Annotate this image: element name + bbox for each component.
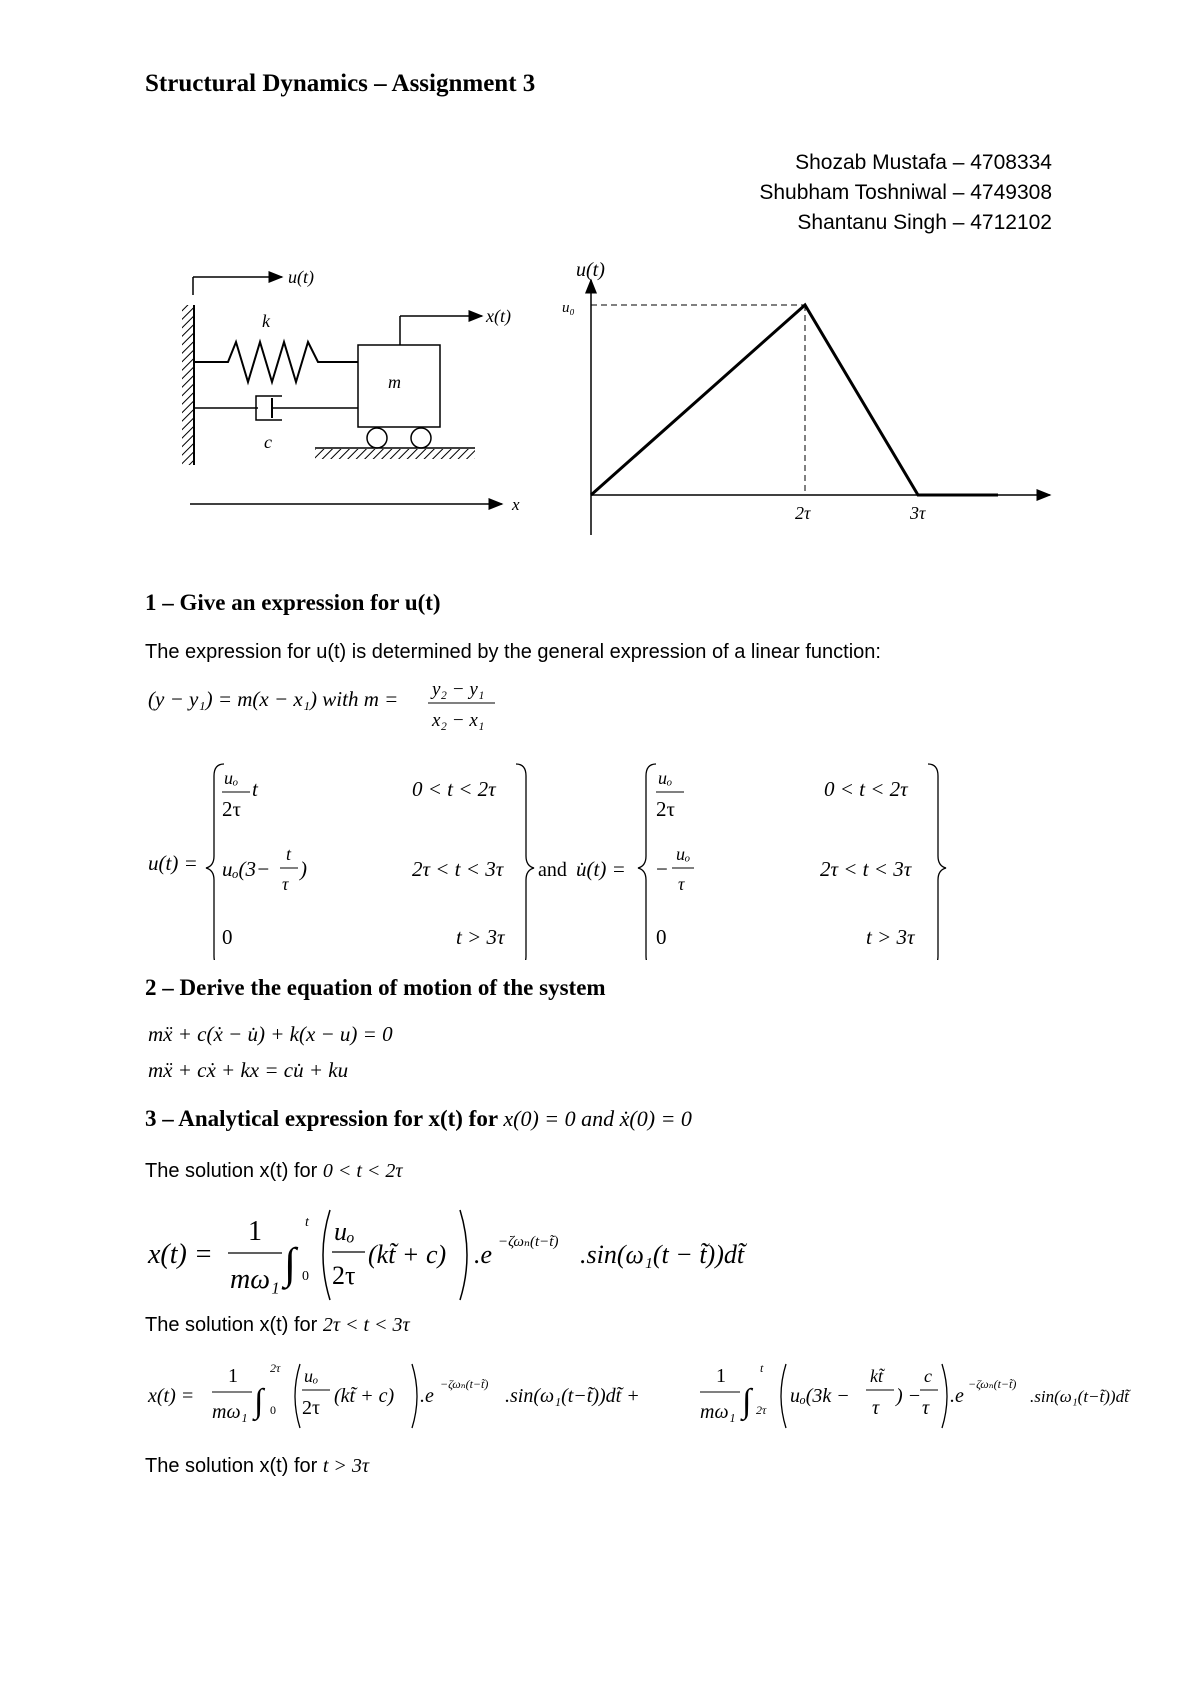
author-1: Shozab Mustafa – 4708334 (795, 151, 1052, 174)
solution-3-condition: t > 3τ (322, 1455, 370, 1477)
sol2-sin2: .sin(ω₁(t−t̃))dt̃ (1030, 1387, 1129, 1406)
ground-hatch (315, 449, 475, 459)
udot-case1-num: uₒ (658, 768, 673, 788)
u-lhs: u(t) = (148, 851, 198, 875)
sol2-term1-expr: (kt̃ + c) (334, 1385, 395, 1407)
sol2-frac2-num: 1 (716, 1365, 726, 1387)
sol2-integral1-sign: ∫ (254, 1383, 264, 1420)
wheel-right (411, 428, 431, 448)
wall-hatch (182, 305, 194, 465)
sol2-int1-lower: 0 (270, 1403, 276, 1417)
udot-case1-cond: 0 < t < 2τ (824, 777, 908, 801)
u-case1-num: uₒ (224, 768, 239, 788)
graph-tick-3tau: 3τ (910, 503, 926, 523)
udot-case2-cond: 2τ < t < 3τ (820, 857, 912, 881)
sol2-paren1-left (295, 1364, 300, 1428)
solution-1-label (145, 1160, 403, 1183)
eom-equation-1: mẍ + c(ẋ − u̇) + k(x − u) = 0 (148, 1022, 393, 1046)
u-label: u(t) (288, 267, 314, 287)
sol2-term2-den: τ (872, 1397, 880, 1419)
sol2-integral2-sign: ∫ (742, 1383, 752, 1420)
c-label: c (264, 432, 272, 452)
mass-spring-damper-diagram (182, 267, 520, 514)
sol2-frac1-den: mω₁ (212, 1401, 248, 1423)
sol1-inner-den: 2τ (332, 1261, 356, 1290)
u-case1-den: 2τ (222, 797, 241, 821)
section-3-heading-text: 3 – Analytical expression for x(t) for (145, 1106, 504, 1131)
input-displacement-graph (562, 259, 1050, 535)
sol1-int-lower: 0 (302, 1269, 309, 1284)
sol1-inner-expr: (kt̃ + c) (368, 1240, 447, 1269)
u-case1-tail: t (252, 777, 258, 801)
solution-2-label (145, 1314, 410, 1337)
sol2-int2-upper: t (760, 1361, 764, 1375)
sol1-tail: .sin(ω₁(t − t̃))dt̃ (580, 1240, 745, 1269)
sol1-frac-den: mω₁ (230, 1264, 280, 1295)
solution-2-label-text: The solution x(t) for (145, 1314, 323, 1336)
sol2-paren1-right (412, 1364, 417, 1428)
udot-lhs: u̇(t) = (576, 857, 626, 881)
udot-case1-den: 2τ (656, 797, 675, 821)
section-1-equations (0, 660, 1200, 960)
solution-1-label-text: The solution x(t) for (145, 1160, 323, 1182)
graph-curve (591, 305, 998, 495)
udot-case3-cond: t > 3τ (866, 925, 915, 949)
sol2-term1-num: uₒ (304, 1366, 319, 1386)
section-3-heading-condition: x(0) = 0 and ẋ(0) = 0 (503, 1106, 692, 1131)
udot-case3-expr: 0 (656, 925, 667, 949)
sol1-frac-num: 1 (248, 1216, 262, 1247)
sol2-term2-b: ) − (896, 1385, 922, 1407)
u-case2-expr: uₒ(3− (222, 857, 271, 881)
sol2-paren2-left (781, 1364, 786, 1428)
sol1-exp-base: .e (474, 1240, 493, 1269)
u-brace-right (516, 764, 534, 960)
sol1-int-upper: t (305, 1215, 309, 1230)
sol2-exp1-sup: −ζωₙ(t−t̃) (440, 1377, 489, 1391)
sol1-inner-num: uₒ (334, 1217, 355, 1246)
document-title: Structural Dynamics – Assignment 3 (145, 70, 536, 97)
sol2-term2-a: uₒ(3k − (790, 1385, 850, 1407)
sol2-paren2-right (942, 1364, 947, 1428)
section-1-heading: 1 – Give an expression for u(t) (145, 590, 441, 615)
author-3: Shantanu Singh – 4712102 (797, 211, 1052, 234)
udot-case2-sign: − (656, 857, 668, 881)
m-label: m (388, 372, 401, 392)
graph-tick-2tau: 2τ (795, 503, 811, 523)
sol2-term2-num2: c (924, 1366, 932, 1386)
solution-1-condition: 0 < t < 2τ (322, 1160, 403, 1182)
sol2-sin1: .sin(ω₁(t−t̃))dt̃ + (505, 1385, 640, 1407)
figures (0, 0, 1200, 560)
wheel-left (367, 428, 387, 448)
u-case2-cond: 2τ < t < 3τ (412, 857, 504, 881)
sol1-exp-sup: −ζωₙ(t−t̃) (498, 1234, 559, 1250)
udot-brace-left (638, 764, 656, 960)
sol1-paren-left (323, 1210, 330, 1300)
spring (194, 342, 358, 382)
sol2-exp1-base: .e (420, 1385, 434, 1407)
sol2-frac2-den: mω₁ (700, 1401, 736, 1423)
linear-equation: (y − y₁) = m(x − x₁) with m = (148, 687, 399, 711)
u-case3-expr: 0 (222, 925, 233, 949)
u-case3-cond: t > 3τ (456, 925, 505, 949)
sol2-term2-num: kt̃ (870, 1366, 883, 1386)
u-case2-num: t (286, 844, 292, 864)
sol2-term1-den: 2τ (302, 1397, 321, 1419)
udot-case2-den: τ (678, 874, 685, 894)
sol2-lhs: x(t) = (148, 1385, 195, 1407)
slope-numerator: y₂ − y₁ (432, 679, 485, 700)
x-axis-label: x (512, 495, 520, 514)
author-2: Shubham Toshniwal – 4749308 (759, 181, 1052, 204)
graph-u0-label: u₀ (562, 300, 575, 316)
udot-case2-num: uₒ (676, 844, 691, 864)
solution-1-equation (0, 1200, 1200, 1310)
sol2-exp2-base: .e (950, 1385, 964, 1407)
section-3-heading (145, 1106, 692, 1132)
u-case2-tail: ) (300, 857, 307, 881)
sol2-exp2-sup: −ζωₙ(t−t̃) (968, 1377, 1017, 1391)
eom-equation-2: mẍ + cẋ + kx = cu̇ + ku (148, 1058, 349, 1082)
udot-brace-right (928, 764, 946, 960)
u-case1-cond: 0 < t < 2τ (412, 777, 496, 801)
graph-y-label: u(t) (576, 259, 605, 281)
solution-3-label-text: The solution x(t) for (145, 1455, 323, 1477)
slope-denominator: x₂ − x₁ (432, 710, 485, 731)
sol2-int2-lower: 2τ (756, 1403, 767, 1417)
and-word: and (538, 859, 567, 881)
u-case2-den: τ (282, 874, 289, 894)
sol2-int1-upper: 2τ (270, 1361, 281, 1375)
solution-3-label (145, 1455, 369, 1478)
sol1-lhs: x(t) = (148, 1239, 213, 1270)
sol2-term2-den2: τ (922, 1397, 930, 1419)
sol1-paren-right (460, 1210, 467, 1300)
section-1-intro: The expression for u(t) is determined by the general expression of a linear function: (145, 641, 881, 663)
k-label: k (262, 311, 270, 331)
sol2-frac1-num: 1 (228, 1365, 238, 1387)
solution-2-equation (0, 1352, 1200, 1442)
sol1-integral-sign: ∫ (284, 1239, 297, 1288)
x-t-label: x(t) (486, 306, 511, 326)
solution-2-condition: 2τ < t < 3τ (322, 1314, 410, 1336)
section-2-heading: 2 – Derive the equation of motion of the system (145, 975, 606, 1000)
